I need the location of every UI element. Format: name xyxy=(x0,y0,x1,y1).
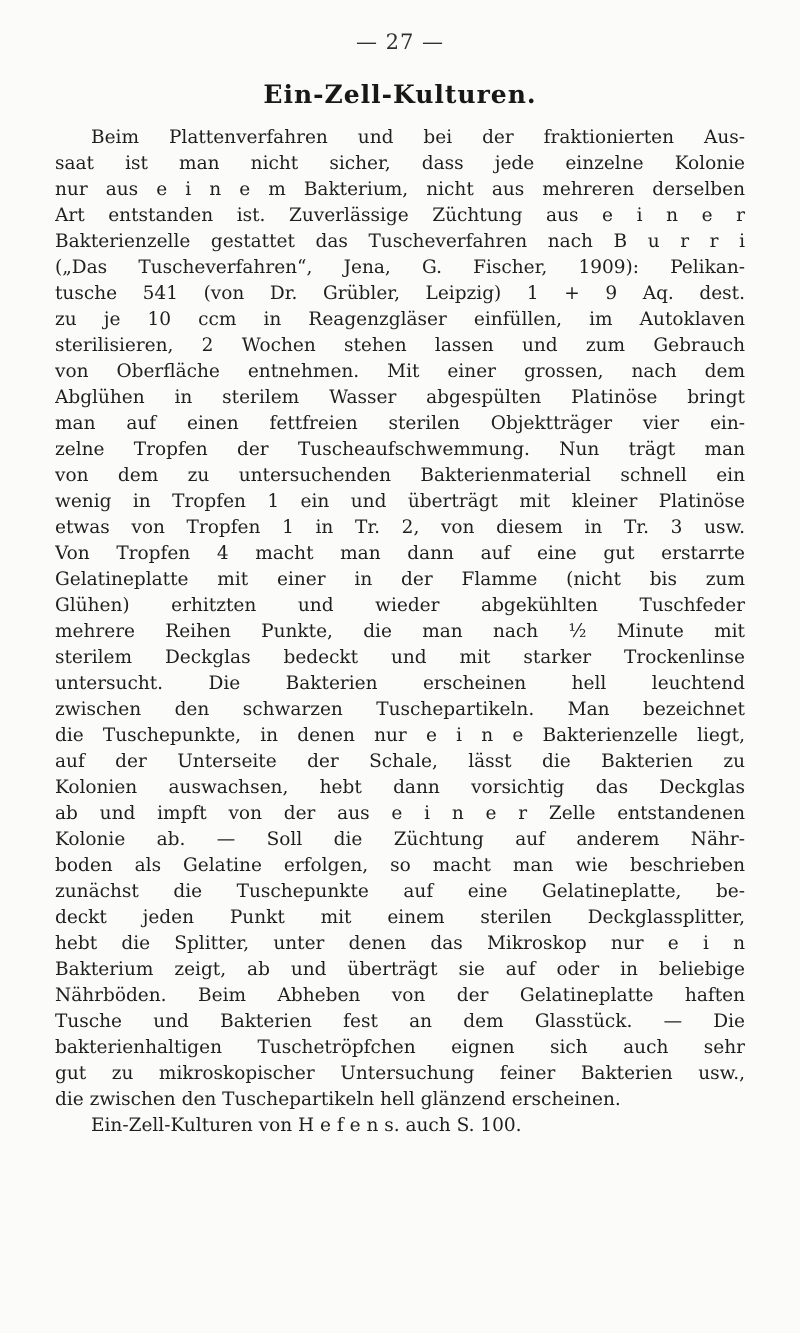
text-line: etwas von Tropfen 1 in Tr. 2, von diesem in Tr. 3 usw. xyxy=(55,517,745,538)
text-line: sterilisieren, 2 Wochen stehen lassen und zum Gebrauch xyxy=(55,335,745,356)
text-line: Abglühen in sterilem Wasser abgespülten Platinöse bringt xyxy=(55,387,745,408)
text-line: Bakterium zeigt, ab und überträgt sie auf oder in beliebige xyxy=(55,959,745,980)
text-line: zu je 10 ccm in Reagenzgläser einfüllen, im Autoklaven xyxy=(55,309,745,330)
text-line: Glühen) erhitzten und wieder abgekühlten Tuschfeder xyxy=(55,595,745,616)
text-line: Nährböden. Beim Abheben von der Gelatineplatte haften xyxy=(55,985,745,1006)
text-line: Bakterienzelle gestattet das Tuscheverfahren nach B u r r i xyxy=(55,231,745,252)
text-line: wenig in Tropfen 1 ein und überträgt mit kleiner Platinöse xyxy=(55,491,745,512)
text-line: saat ist man nicht sicher, dass jede einzelne Kolonie xyxy=(55,153,745,174)
text-line: Kolonien auswachsen, hebt dann vorsichtig das Deckglas xyxy=(55,777,745,798)
text-line: Tusche und Bakterien fest an dem Glasstück. — Die xyxy=(55,1011,745,1032)
text-line: gut zu mikroskopischer Untersuchung feiner Bakterien usw., xyxy=(55,1063,745,1084)
text-line: deckt jeden Punkt mit einem sterilen Deckglassplitter, xyxy=(55,907,745,928)
text-line: die Tuschepunkte, in denen nur e i n e Bakterienzelle liegt, xyxy=(55,725,745,746)
text-line: man auf einen fettfreien sterilen Objektträger vier ein- xyxy=(55,413,745,434)
page-number: — 27 — xyxy=(355,30,445,54)
text-line: („Das Tuscheverfahren“, Jena, G. Fischer, 1909): Pelikan- xyxy=(55,257,745,278)
text-line: bakterienhaltigen Tuschetröpfchen eignen sich auch sehr xyxy=(55,1037,745,1058)
text-line: sterilem Deckglas bedeckt und mit starker Trockenlinse xyxy=(55,647,745,668)
text-line: Gelatineplatte mit einer in der Flamme (nicht bis zum xyxy=(55,569,745,590)
text-line: ab und impft von der aus e i n e r Zelle entstandenen xyxy=(55,803,745,824)
text-line: Beim Plattenverfahren und bei der fraktionierten Aus- xyxy=(91,127,745,148)
text-line: Kolonie ab. — Soll die Züchtung auf anderem Nähr- xyxy=(55,829,745,850)
text-line: zelne Tropfen der Tuscheaufschwemmung. Nun trägt man xyxy=(55,439,745,460)
text-line: die zwischen den Tuschepartikeln hell glänzend erscheinen. xyxy=(55,1089,621,1110)
section-title: Ein-Zell-Kulturen. xyxy=(263,80,537,109)
text-line: hebt die Splitter, unter denen das Mikroskop nur e i n xyxy=(55,933,745,954)
body-text xyxy=(55,125,745,1139)
text-line: mehrere Reihen Punkte, die man nach ½ Minute mit xyxy=(55,621,745,642)
text-line: untersucht. Die Bakterien erscheinen hell leuchtend xyxy=(55,673,745,694)
text-line: auf der Unterseite der Schale, lässt die Bakterien zu xyxy=(55,751,745,772)
text-line: tusche 541 (von Dr. Grübler, Leipzig) 1 + 9 Aq. dest. xyxy=(55,283,745,304)
text-line: nur aus e i n e m Bakterium, nicht aus mehreren derselben xyxy=(55,179,745,200)
text-line: Ein-Zell-Kulturen von H e f e n s. auch S. 100. xyxy=(91,1115,522,1136)
text-line: Art entstanden ist. Zuverlässige Züchtung aus e i n e r xyxy=(55,205,745,226)
text-line: Von Tropfen 4 macht man dann auf eine gut erstarrte xyxy=(55,543,745,564)
text-line: zwischen den schwarzen Tuschepartikeln. Man bezeichnet xyxy=(55,699,745,720)
text-line: von dem zu untersuchenden Bakterienmaterial schnell ein xyxy=(55,465,745,486)
text-line: zunächst die Tuschepunkte auf eine Gelatineplatte, be- xyxy=(55,881,745,902)
text-line: von Oberfläche entnehmen. Mit einer grossen, nach dem xyxy=(55,361,745,382)
text-line: boden als Gelatine erfolgen, so macht man wie beschrieben xyxy=(55,855,745,876)
